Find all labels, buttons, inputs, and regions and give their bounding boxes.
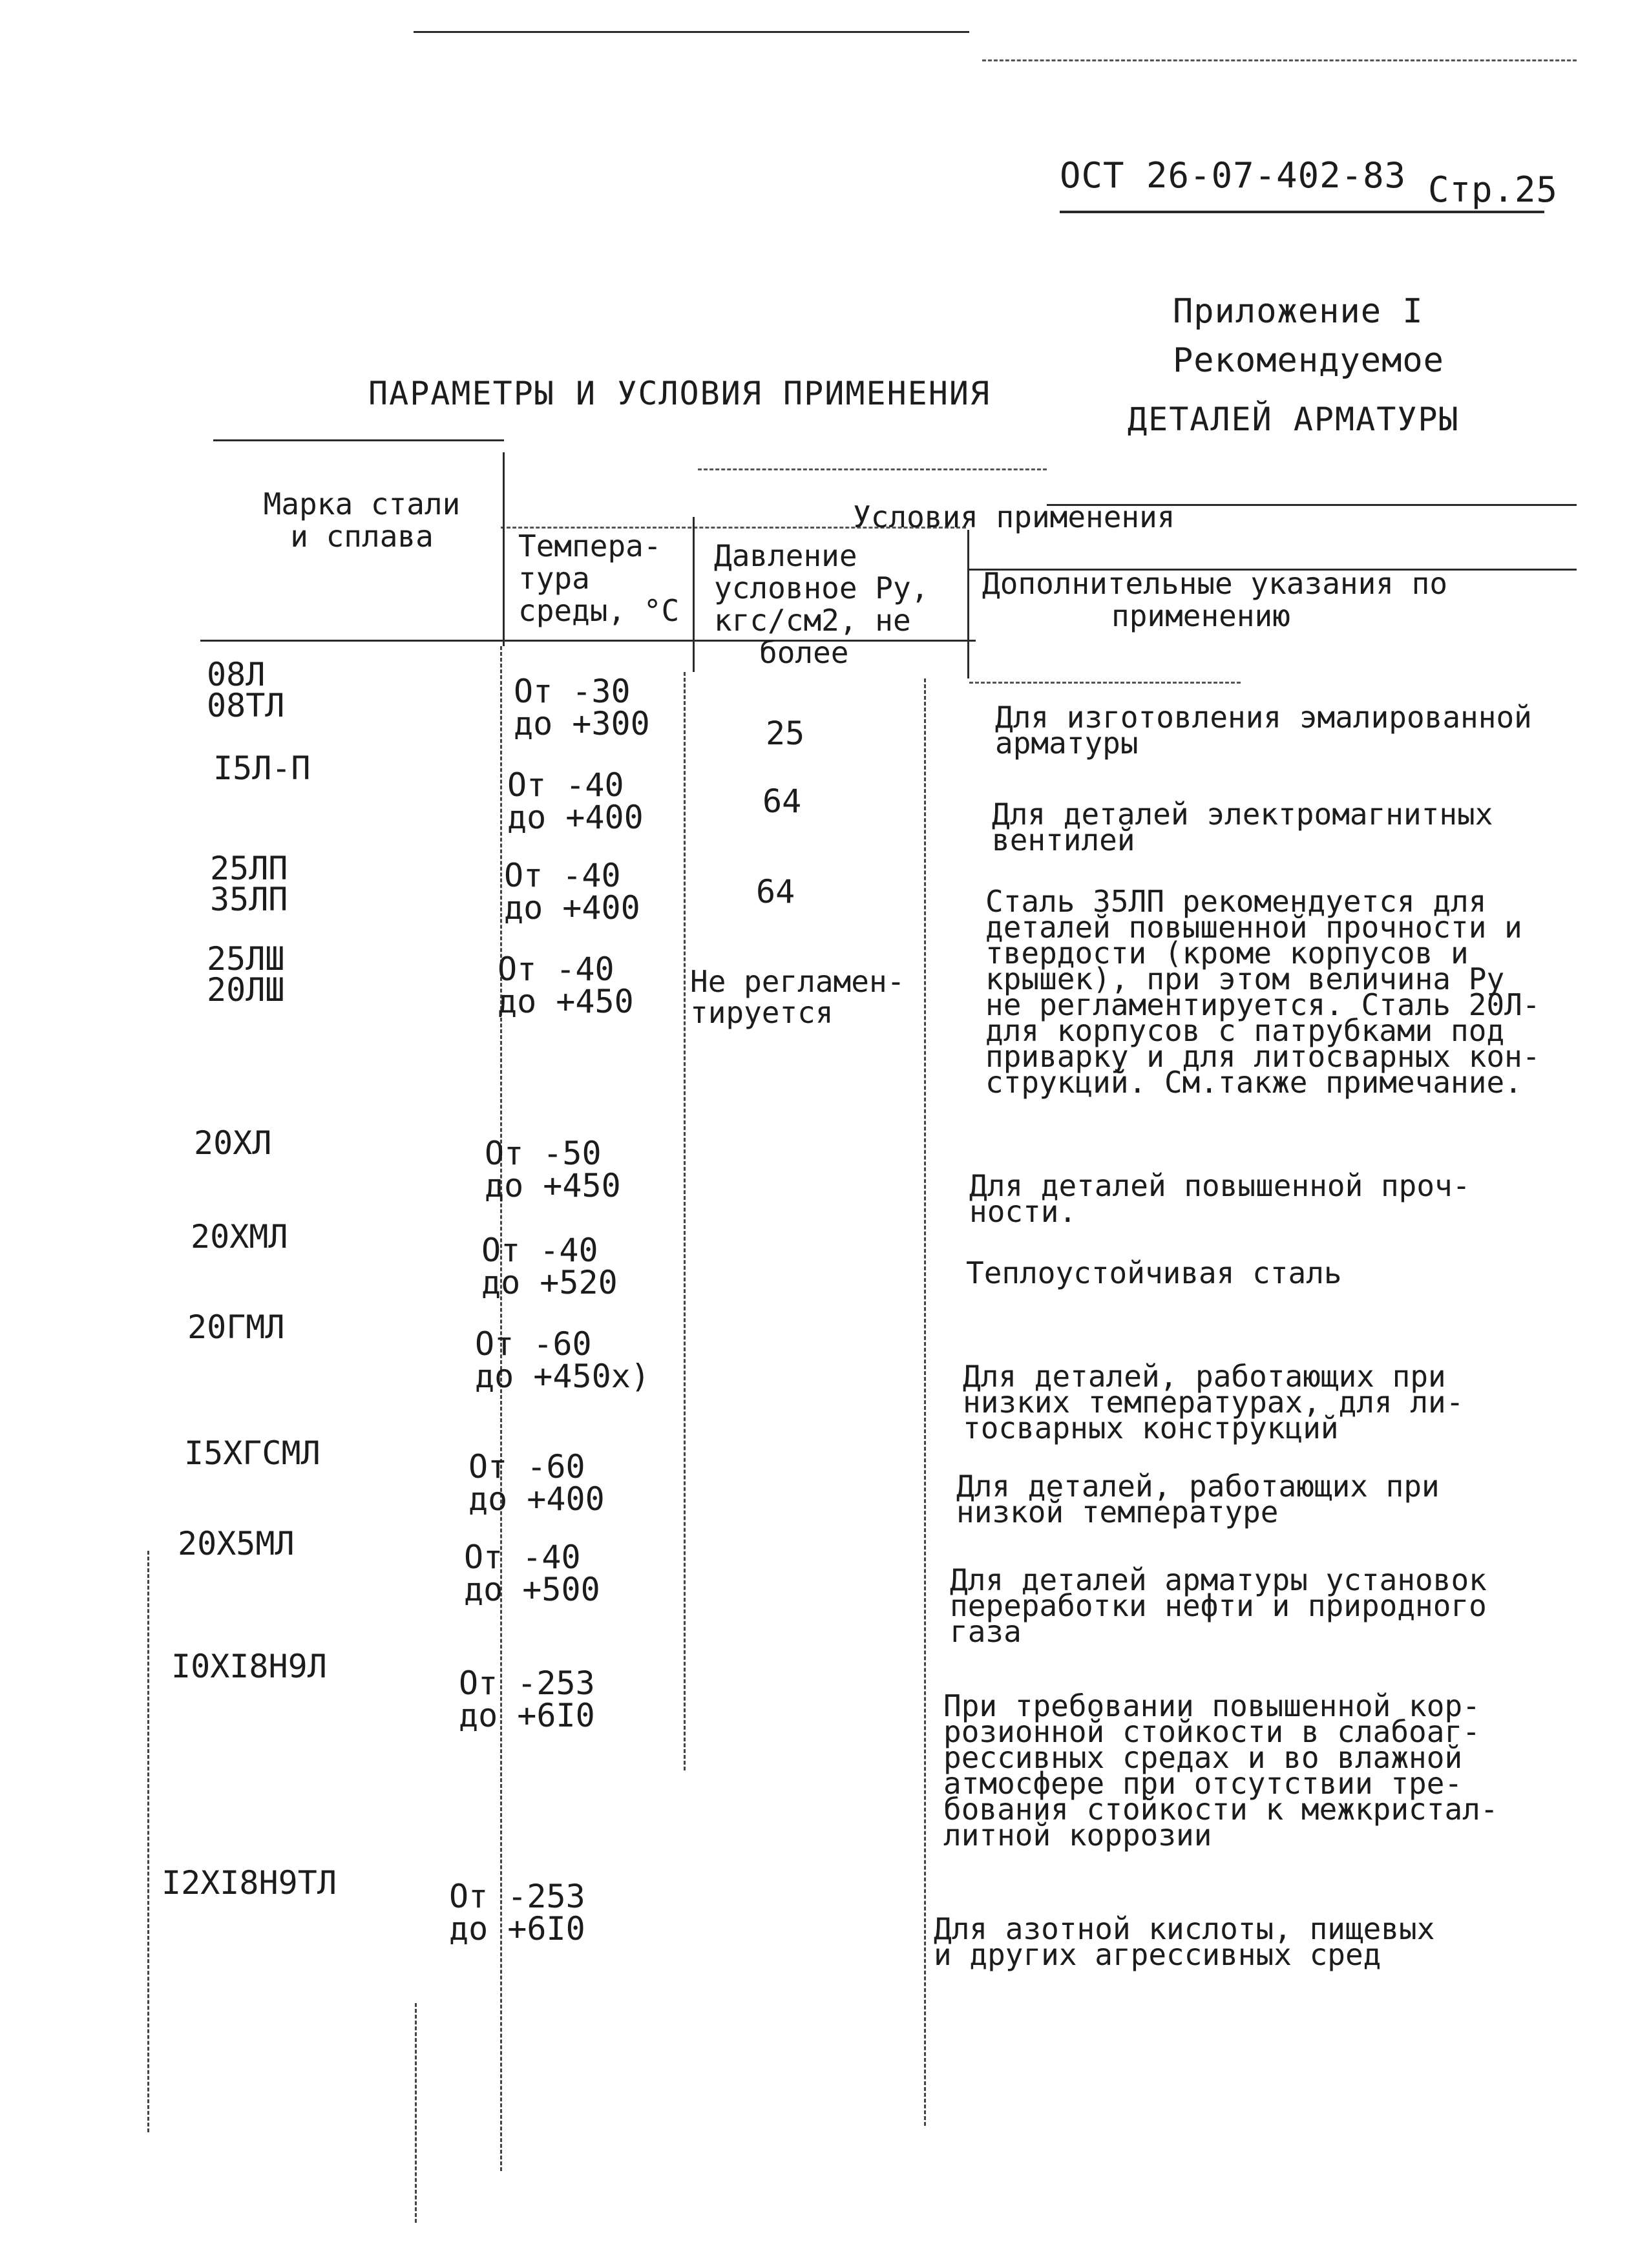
note-line: газа bbox=[950, 1614, 1022, 1649]
note-line: Сталь 35ЛП рекомендуется для bbox=[985, 884, 1487, 919]
note-line: вентилей bbox=[992, 823, 1135, 857]
row-20gml-temp bbox=[475, 1325, 650, 1395]
note-line: Для деталей электромагнитных bbox=[992, 797, 1493, 832]
row-10kh18n9l-grades bbox=[171, 1648, 327, 1685]
row-15l-notes bbox=[992, 797, 1493, 857]
temp-range-to: до +400 bbox=[504, 889, 640, 927]
row-15khgsml-temp bbox=[468, 1448, 605, 1518]
row-20kh5ml-temp bbox=[464, 1538, 600, 1608]
col-group-header: Условия применения bbox=[853, 499, 1175, 534]
table-top-rule-mid bbox=[698, 468, 1047, 470]
col-header-notes bbox=[982, 567, 1564, 632]
row-25lp-pressure: 64 bbox=[756, 873, 795, 910]
note-line: не регламентируется. Сталь 20Л- bbox=[985, 987, 1540, 1022]
note-line: Для изготовления эмалированной bbox=[995, 700, 1532, 735]
temp-range-from: От -40 bbox=[498, 950, 614, 988]
row-20khl-notes bbox=[969, 1168, 1471, 1229]
temp-range-from: От -40 bbox=[464, 1538, 581, 1576]
note-line: крышек), при этом величина Ру bbox=[985, 961, 1505, 996]
note-line: розионной стойкости в слабоаг- bbox=[943, 1714, 1480, 1749]
note-line: Для деталей арматуры установок bbox=[950, 1562, 1487, 1597]
temp-range-to: до +6I0 bbox=[449, 1910, 585, 1948]
note-line: Теплоустойчивая сталь bbox=[966, 1255, 1342, 1290]
grade-label: 08ТЛ bbox=[207, 687, 285, 724]
grade-label: 20ЛШ bbox=[207, 971, 285, 1009]
col-header-notes-line2: применению bbox=[1111, 598, 1290, 633]
pressure-text: Не регламен- bbox=[690, 964, 905, 999]
col-header-pressure-line4: более bbox=[759, 635, 849, 670]
col-header-pressure-line2: условное Ру, bbox=[714, 571, 929, 605]
temp-range-to: до +450х) bbox=[475, 1358, 650, 1395]
appendix-status: Рекомендуемое bbox=[1173, 341, 1444, 380]
temp-range-from: От -253 bbox=[459, 1664, 595, 1702]
row-25lsh-pressure bbox=[690, 966, 905, 1028]
col-header-temp-line2: тура bbox=[518, 561, 590, 596]
temp-range-to: до +450 bbox=[485, 1167, 621, 1204]
table-top-rule-left bbox=[213, 439, 504, 441]
temp-range-from: От -30 bbox=[514, 673, 631, 710]
pressure-text: тируется bbox=[690, 995, 834, 1030]
note-line: тосварных конструкций bbox=[963, 1411, 1339, 1445]
grade-label: 20Х5МЛ bbox=[178, 1525, 295, 1562]
row-10kh18n9l-notes bbox=[943, 1688, 1498, 1853]
row-20khml-temp bbox=[481, 1234, 618, 1299]
note-line: приварку и для литосварных кон- bbox=[985, 1039, 1540, 1074]
col-header-pressure-line3: кгс/см2, не bbox=[714, 603, 911, 638]
row-20gml-notes bbox=[963, 1359, 1464, 1445]
row-10kh18n9l-temp bbox=[459, 1664, 595, 1734]
note-line: Для деталей повышенной проч- bbox=[969, 1168, 1471, 1203]
note-line: арматуры bbox=[995, 726, 1139, 761]
temp-range-from: От -50 bbox=[485, 1135, 602, 1172]
grade-label: I2ХI8Н9ТЛ bbox=[162, 1864, 337, 1902]
page-label: Стр.25 bbox=[1428, 169, 1559, 210]
note-line: низкой температуре bbox=[956, 1495, 1279, 1529]
row-15l-temp bbox=[507, 766, 644, 836]
header-underline bbox=[1060, 211, 1544, 213]
temp-range-to: до +6I0 bbox=[459, 1697, 595, 1734]
note-line: При требовании повышенной кор- bbox=[943, 1688, 1480, 1723]
temp-range-from: От -40 bbox=[504, 857, 621, 894]
grade-label: 20ГМЛ bbox=[187, 1308, 285, 1346]
row-25lsh-grades bbox=[207, 940, 285, 1009]
row-15l-grades bbox=[213, 750, 311, 787]
temp-range-from: От -40 bbox=[507, 766, 624, 804]
col-header-temp-line1: Темпера- bbox=[518, 529, 662, 563]
note-line: Для деталей, работающих при bbox=[963, 1359, 1446, 1394]
col-header-mark bbox=[226, 488, 498, 552]
appendix-label: Приложение I bbox=[1173, 292, 1423, 331]
grade-label: 08Л bbox=[207, 656, 266, 693]
note-line: бования стойкости к межкристал- bbox=[943, 1792, 1498, 1827]
note-line: литной коррозии bbox=[943, 1818, 1212, 1853]
temp-range-from: От -40 bbox=[481, 1232, 598, 1269]
row-20khml-grades bbox=[191, 1218, 288, 1255]
grade-label: 20ХЛ bbox=[194, 1124, 272, 1162]
col-header-temp-line3: среды, °С bbox=[518, 593, 680, 628]
temp-range-to: до +400 bbox=[507, 799, 644, 836]
grade-label: 25ЛШ bbox=[207, 940, 285, 978]
grade-label: 35ЛП bbox=[210, 881, 288, 918]
row-20khl-grades bbox=[194, 1124, 272, 1162]
col-divider-1-head bbox=[503, 452, 505, 646]
title-right: ДЕТАЛЕЙ АРМАТУРЫ bbox=[1128, 401, 1460, 438]
doc-code: ОСТ 26-07-402-83 bbox=[1060, 155, 1407, 196]
note-line: рессивных средах и во влажной bbox=[943, 1740, 1463, 1775]
note-line: и других агрессивных сред bbox=[934, 1937, 1381, 1972]
row-20kh5ml-grades bbox=[178, 1525, 295, 1562]
row-15l-pressure: 64 bbox=[762, 782, 802, 820]
col-divider-2-head bbox=[693, 517, 695, 672]
col-header-pressure bbox=[714, 540, 960, 669]
left-margin-dashes bbox=[147, 1551, 149, 2132]
col-divider-3 bbox=[924, 678, 926, 2126]
grade-label: I5ХГСМЛ bbox=[184, 1434, 320, 1472]
note-line: деталей повышенной прочности и bbox=[985, 910, 1522, 945]
temp-range-from: От -60 bbox=[475, 1325, 592, 1363]
temp-range-from: От -253 bbox=[449, 1878, 585, 1915]
row-12kh18n9tl-temp bbox=[449, 1878, 585, 1948]
row-20kh5ml-notes bbox=[950, 1562, 1487, 1649]
col-header-temp bbox=[518, 530, 680, 627]
note-line: ности. bbox=[969, 1194, 1077, 1229]
note-line: атмосфере при отсутствии тре- bbox=[943, 1766, 1463, 1801]
note-line: Для деталей, работающих при bbox=[956, 1469, 1440, 1504]
row-12kh18n9tl-grades bbox=[162, 1864, 337, 1902]
row-25lp-notes bbox=[985, 884, 1540, 1100]
row-20gml-grades bbox=[187, 1308, 285, 1346]
col-divider-1-tail bbox=[415, 2003, 417, 2223]
col-header-mark-line1: Марка стали bbox=[263, 487, 461, 521]
notes-header-bottom-rule bbox=[969, 682, 1241, 684]
row-25lsh-temp bbox=[498, 950, 634, 1020]
top-rule bbox=[414, 31, 969, 33]
temp-range-to: до +400 bbox=[468, 1480, 605, 1518]
row-20khml-notes bbox=[966, 1255, 1342, 1290]
title-left: ПАРАМЕТРЫ И УСЛОВИЯ ПРИМЕНЕНИЯ bbox=[368, 375, 991, 412]
grade-label: I5Л-П bbox=[213, 750, 311, 787]
row-08l-pressure: 25 bbox=[766, 715, 805, 752]
row-15khgsml-notes bbox=[956, 1469, 1440, 1529]
row-15khgsml-grades bbox=[184, 1434, 320, 1472]
note-line: низких температурах, для ли- bbox=[963, 1385, 1464, 1420]
row-08l-temp bbox=[514, 675, 650, 740]
row-08l-grades bbox=[207, 656, 285, 724]
row-25lp-grades bbox=[210, 850, 288, 918]
note-line: переработки нефти и природного bbox=[950, 1588, 1487, 1623]
temp-range-to: до +520 bbox=[481, 1264, 618, 1301]
row-12kh18n9tl-notes bbox=[934, 1911, 1435, 1972]
col-divider-3-head bbox=[967, 530, 969, 678]
note-line: Для азотной кислоты, пищевых bbox=[934, 1911, 1435, 1946]
col-header-mark-line2: и сплава bbox=[290, 519, 434, 554]
temp-range-from: От -60 bbox=[468, 1448, 585, 1486]
grade-label: 25ЛП bbox=[210, 850, 288, 887]
note-line: струкций. См.также примечание. bbox=[985, 1065, 1522, 1100]
col-header-pressure-line1: Давление bbox=[714, 538, 857, 573]
row-08l-notes bbox=[995, 700, 1532, 761]
note-line: для корпусов с патрубками под bbox=[985, 1013, 1505, 1048]
col-header-notes-line1: Дополнительные указания по bbox=[982, 566, 1448, 601]
temp-range-to: до +500 bbox=[464, 1571, 600, 1608]
temp-range-to: до +450 bbox=[498, 983, 634, 1020]
note-line: твердости (кроме корпусов и bbox=[985, 936, 1469, 971]
row-25lp-temp bbox=[504, 857, 640, 927]
grade-label: I0ХI8Н9Л bbox=[171, 1648, 327, 1685]
row-20khl-temp bbox=[485, 1137, 621, 1202]
col-divider-2 bbox=[684, 672, 686, 1770]
grade-label: 20ХМЛ bbox=[191, 1218, 288, 1255]
top-dashed-rule bbox=[982, 59, 1577, 61]
temp-range-to: до +300 bbox=[514, 705, 650, 742]
